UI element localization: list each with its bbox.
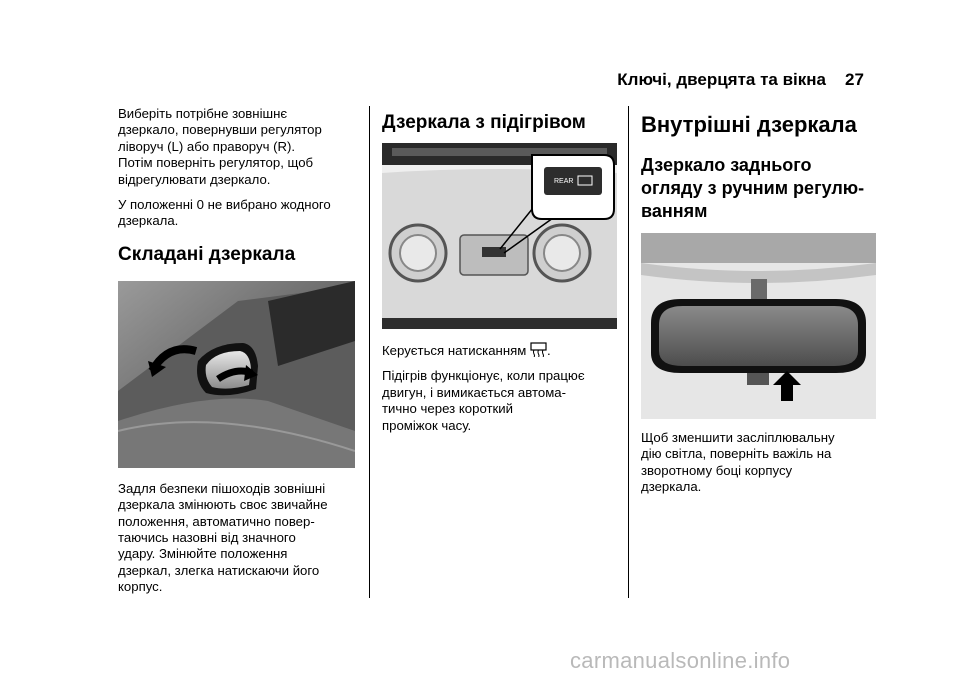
mirror-select-paragraph: Виберіть потрібне зовнішнє дзеркало, повернувши регулятор ліворуч (L) або праворуч (R). Потім поверніть регулятор, щоб відрегулювати дзеркало. <box>118 106 322 187</box>
manual-rearview-mirror-heading: Дзеркало заднього огляду з ручним регулю- ванням <box>641 155 865 221</box>
page-number: 27 <box>845 70 864 89</box>
column-left <box>118 106 358 596</box>
folding-mirrors-paragraph: Задля безпеки пішоходів зовнішні дзеркала змінюють своє звичайне положення, автоматично повер- таючись назовні від значного удару. Змінюйте положення дзеркал, злегка натискаючи його корпус. <box>118 480 328 595</box>
mirror-position-zero-paragraph: У положенні 0 не вибрано жодного дзеркала. <box>118 197 331 229</box>
column-middle <box>382 106 617 434</box>
section-title: Ключі, дверцята та вікна <box>617 70 826 89</box>
heated-mirror-button-illustration <box>382 143 617 329</box>
rear-button-label: REAR <box>554 178 574 185</box>
heated-mirrors-heading: Дзеркала з підігрівом <box>382 112 586 133</box>
heated-mirrors-operation-paragraph: Підігрів функціонує, коли працює двигун, і вимикається автома- тично через короткий проміжок часу. <box>382 368 585 433</box>
interior-mirrors-title: Внутрішні дзеркала <box>641 112 857 137</box>
rearview-mirror-illustration <box>641 233 876 419</box>
folding-mirrors-heading: Складані дзеркала <box>118 243 296 265</box>
column-divider <box>628 106 629 598</box>
heated-mirrors-activation-paragraph: Керується натисканням . <box>382 343 551 358</box>
watermark[interactable]: carmanualsonline.info <box>570 648 791 673</box>
folding-mirror-illustration <box>118 281 355 468</box>
rearview-mirror-paragraph: Щоб зменшити засліплювальну дію світла, поверніть важіль на зворотному боці корпусу дзеркала. <box>641 430 835 495</box>
column-right <box>641 106 876 496</box>
column-divider <box>369 106 370 598</box>
rear-defrost-icon <box>530 342 547 357</box>
